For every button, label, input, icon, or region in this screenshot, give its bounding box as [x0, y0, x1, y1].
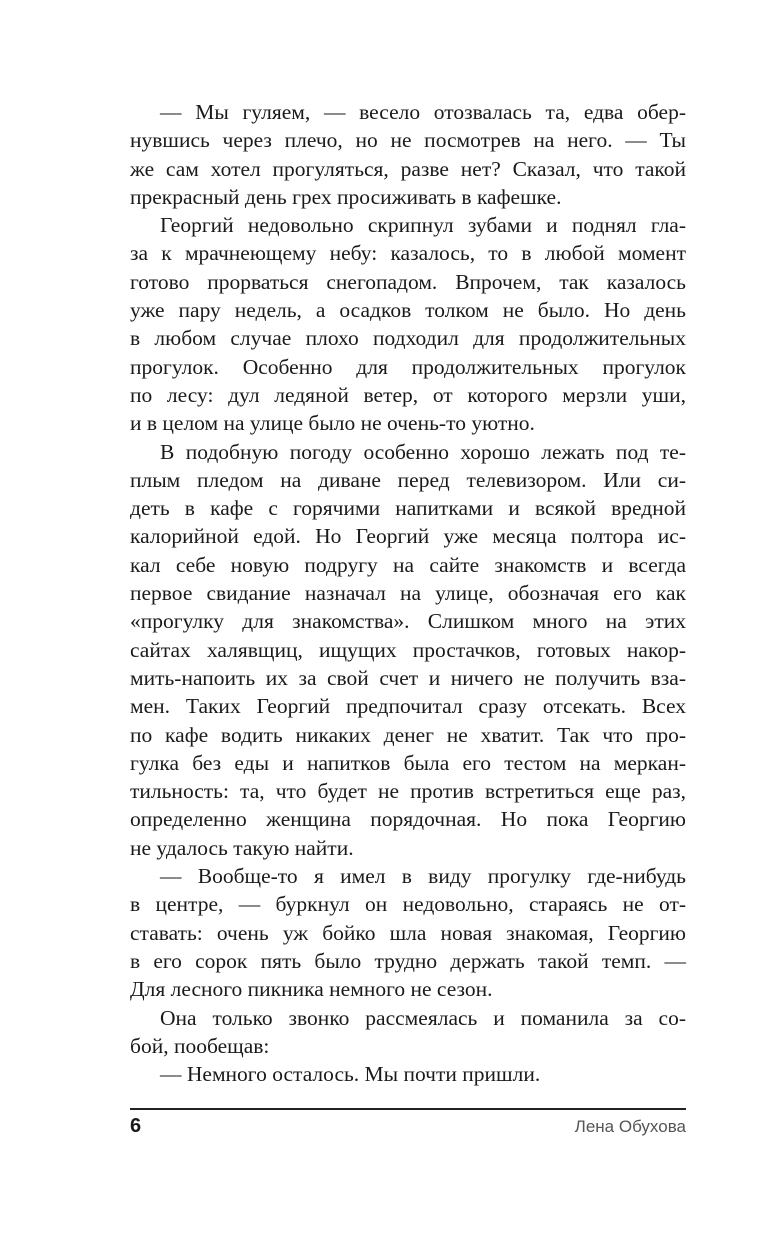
running-footer-author: Лена Обухова [574, 1117, 686, 1136]
text-line: готово прорваться снегопадом. Впрочем, так казалось [130, 269, 686, 294]
text-line: нувшись через плечо, но не посмотрев на него. — Ты [130, 128, 686, 153]
text-line: Для лесного пикника немного не сезон. [130, 977, 493, 1002]
page-number: 6 [130, 1115, 142, 1137]
text-line: сайтах халявщиц, ищущих простачков, готовых накор- [130, 637, 686, 662]
text-line: калорийной едой. Но Георгий уже месяца полтора ис- [130, 524, 686, 549]
text-line: уже пару недель, а осадков толком не было. Но день [130, 298, 686, 323]
text-line: первое свидание назначал на улице, обозначая его как [130, 581, 686, 606]
text-line: по кафе водить никаких денег не хватит. Так что про- [130, 722, 686, 747]
text-line: бой, пообещав: [130, 1033, 270, 1058]
text-line: не удалось такую найти. [130, 835, 354, 860]
text-line: «прогулку для знакомства». Слишком много на этих [130, 609, 686, 634]
text-line: кал себе новую подругу на сайте знакомств и всегда [130, 552, 686, 577]
text-line: в любом случае плохо подходил для продолжительных [130, 326, 686, 351]
text-line: по лесу: дул ледяной ветер, от которого мерзли уши, [130, 382, 686, 407]
text-line: Георгий недовольно скрипнул зубами и поднял гла- [160, 213, 686, 238]
text-line: мить-напоить их за свой счет и ничего не получить вза- [130, 665, 686, 690]
text-line: Она только звонко рассмеялась и поманила за со- [160, 1005, 686, 1030]
text-line: тильность: та, что будет не против встретиться еще раз, [130, 779, 686, 804]
body-text [130, 98, 686, 1088]
text-line: — Немного осталось. Мы почти пришли. [160, 1062, 541, 1087]
footer-divider [130, 1108, 686, 1110]
text-line: плым пледом на диване перед телевизором. Или си- [130, 467, 686, 492]
text-line: — Мы гуляем, — весело отозвалась та, едва обер- [160, 100, 686, 124]
text-line: же сам хотел прогуляться, разве нет? Сказал, что такой [130, 156, 686, 181]
text-line: и в целом на улице было не очень-то уютно. [130, 411, 535, 436]
text-line: в его сорок пять было трудно держать такой темп. — [130, 948, 686, 973]
text-line: — Вообще-то я имел в виду прогулку где-нибудь [160, 864, 686, 889]
text-line: определенно женщина порядочная. Но пока Георгию [130, 807, 686, 832]
text-line: в центре, — буркнул он недовольно, стараясь не от- [130, 892, 686, 917]
text-line: гулка без еды и напитков была его тестом на меркан- [130, 750, 686, 775]
text-line: прогулок. Особенно для продолжительных прогулок [130, 354, 686, 379]
text-line: мен. Таких Георгий предпочитал сразу отсекать. Всех [130, 694, 686, 719]
text-line: за к мрачнеющему небу: казалось, то в любой момент [130, 241, 686, 266]
text-line: В подобную погоду особенно хорошо лежать под те- [160, 439, 686, 464]
text-line: деть в кафе с горячими напитками и всякой вредной [130, 496, 686, 521]
text-line: прекрасный день грех просиживать в кафешке. [130, 184, 562, 209]
text-line: ставать: очень уж бойко шла новая знакомая, Георгию [130, 920, 686, 945]
